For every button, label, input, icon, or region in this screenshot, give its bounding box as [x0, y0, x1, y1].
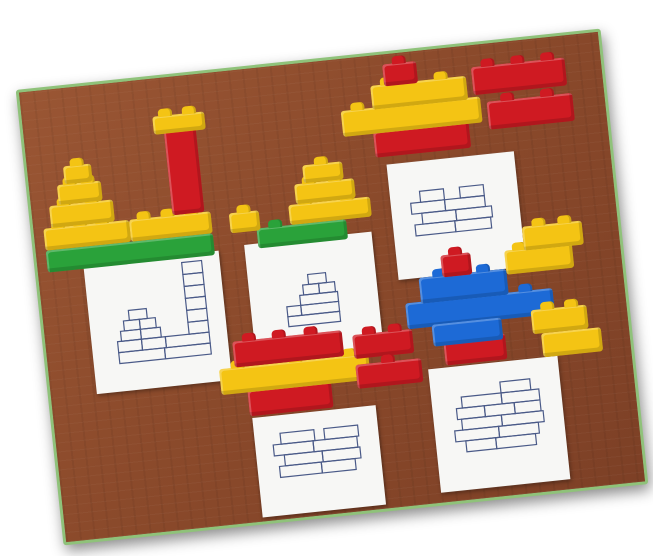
- photo-frame: [16, 29, 649, 546]
- pattern-card-4: [252, 405, 386, 517]
- yellow-brick: [63, 164, 93, 185]
- yellow-brick: [229, 210, 261, 233]
- brick-outline-5: [428, 356, 570, 493]
- red-brick: [382, 61, 418, 86]
- pattern-card-5: [428, 356, 570, 493]
- brick-outline-4: [252, 405, 386, 517]
- red-brick: [440, 252, 472, 277]
- brick-outline-1: [83, 251, 232, 395]
- pattern-card-1: [83, 251, 232, 395]
